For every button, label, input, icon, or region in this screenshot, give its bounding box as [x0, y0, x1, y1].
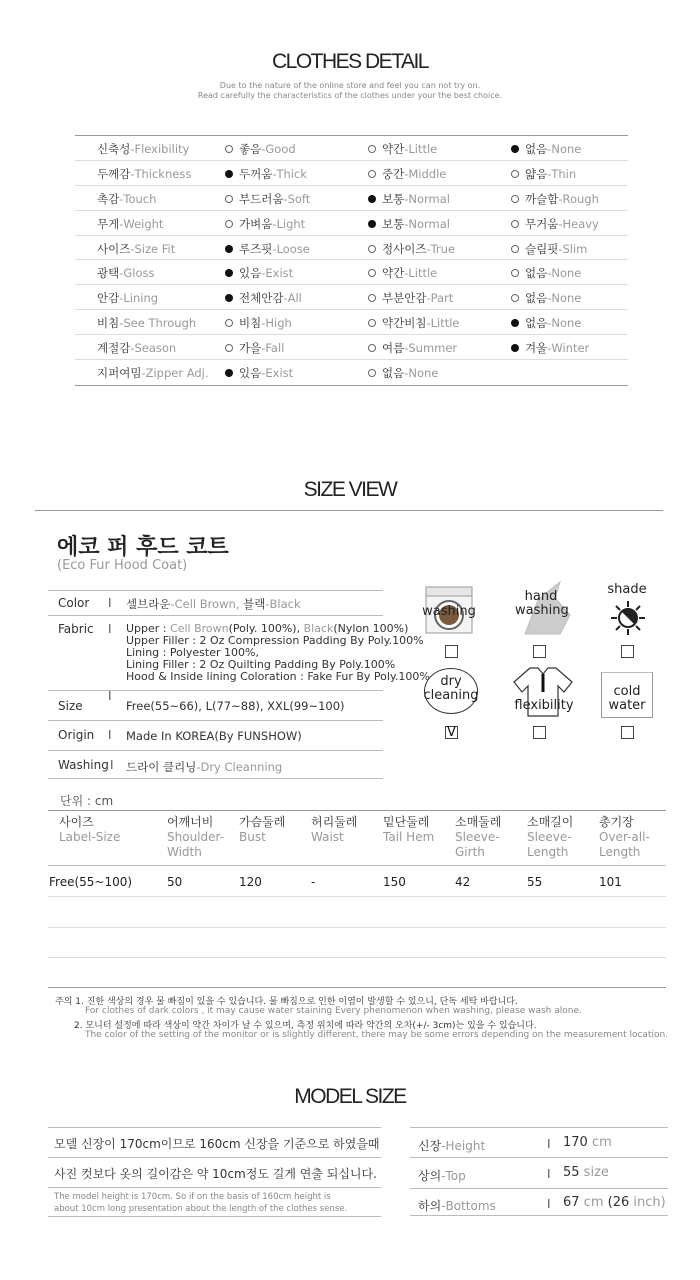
divider [48, 987, 666, 988]
detail-option: 없음-None [511, 290, 581, 306]
empty-dot-icon [368, 344, 376, 352]
shade-checkbox[interactable] [621, 645, 634, 658]
detail-option: 까슬함-Rough [511, 191, 599, 207]
size-table-cell: - [311, 875, 316, 889]
model-size-label: 신장-Height [418, 1139, 486, 1153]
empty-dot-icon [368, 294, 376, 302]
filled-dot-icon [511, 145, 519, 153]
separator: I [108, 689, 112, 703]
detail-option: 정사이즈-True [368, 241, 455, 257]
clothes-detail-title: CLOTHES DETAIL [272, 50, 428, 73]
detail-row [75, 285, 628, 310]
washing-label: washing [422, 604, 476, 619]
separator: I [547, 1167, 551, 1181]
empty-dot-icon [225, 145, 233, 153]
size-value: Free(55~66), L(77~88), XXL(99~100) [126, 699, 345, 713]
separator: I [547, 1197, 551, 1211]
detail-option: 겨울-Winter [511, 340, 589, 356]
detail-row [75, 186, 628, 211]
detail-option: 루즈핏-Loose [225, 241, 310, 257]
shade-sun-icon [610, 600, 646, 636]
cold-water-label: cold water [608, 684, 646, 713]
unit-label: 단위 : cm [60, 794, 114, 808]
detail-row [75, 236, 628, 261]
filled-dot-icon [225, 269, 233, 277]
model-size-value: 55 size [563, 1165, 609, 1180]
detail-option: 가을-Fall [225, 340, 284, 356]
size-row [48, 691, 383, 721]
filled-dot-icon [511, 319, 519, 327]
size-table-header-cell: 허리둘레 Waist [311, 815, 358, 844]
model-note-en: The model height is 170cm. So if on the basis of 160cm height is about 10cm long presentation about the length of the clothes sense. [54, 1192, 348, 1214]
flexibility-checkbox[interactable] [533, 726, 546, 739]
divider [35, 510, 663, 511]
empty-dot-icon [368, 145, 376, 153]
separator: I [108, 596, 112, 610]
size-table-header-cell: 사이즈 Label-Size [59, 815, 121, 844]
detail-option: 부분안감-Part [368, 290, 453, 306]
detail-label: 비침-See Through [97, 316, 197, 331]
size-table-cell: 120 [239, 875, 262, 889]
origin-label: Origin [58, 728, 95, 742]
empty-dot-icon [225, 220, 233, 228]
detail-option: 없음-None [511, 315, 581, 331]
detail-label: 신축성-Flexibility [97, 142, 190, 156]
filled-dot-icon [225, 369, 233, 377]
detail-option: 좋음-Good [225, 141, 296, 157]
color-label: Color [58, 596, 90, 610]
divider [48, 957, 666, 958]
separator: I [547, 1137, 551, 1151]
size-table-cell: 55 [527, 875, 543, 889]
separator: I [110, 758, 114, 772]
empty-dot-icon [368, 170, 376, 178]
product-name-en: (Eco Fur Hood Coat) [57, 558, 188, 573]
size-table-cell: 150 [383, 875, 406, 889]
model-note-row-2: 사진 컷보다 옷의 길이감은 약 10cm정도 길게 연출 되십니다. [48, 1158, 381, 1188]
model-size-value: 67 cm (26 inch) [563, 1195, 666, 1210]
detail-row [75, 211, 628, 236]
fabric-label: Fabric [58, 622, 94, 636]
note-1: 주의 1. 진한 색상의 경우 물 빠짐이 있을 수 있습니다. 물 빠짐으로 인한 이염이 발생할 수 있으니, 단독 세탁 바랍니다. [55, 997, 518, 1007]
empty-dot-icon [368, 245, 376, 253]
separator: I [108, 622, 112, 636]
hand-washing-checkbox[interactable] [533, 645, 546, 658]
flexibility-label: flexibility [514, 698, 574, 713]
washing-label: Washing [58, 758, 109, 772]
detail-row [75, 260, 628, 285]
model-note-row-1: 모델 신장이 170cm이므로 160cm 신장을 기준으로 하였을때 [48, 1127, 381, 1158]
detail-option: 여름-Summer [368, 340, 457, 356]
model-size-label: 상의-Top [418, 1169, 466, 1183]
product-name: 에코 퍼 후드 코트 [57, 535, 229, 560]
empty-dot-icon [511, 170, 519, 178]
size-table-header-cell: 총기장 Over-all- Length [599, 815, 650, 859]
empty-dot-icon [225, 344, 233, 352]
size-table-header-cell: 소매길이 Sleeve- Length [527, 815, 574, 859]
detail-option: 전체안감-All [225, 290, 302, 306]
detail-option: 슬림핏-Slim [511, 241, 587, 257]
detail-label: 무게-Weight [97, 216, 164, 231]
empty-dot-icon [225, 319, 233, 327]
detail-option: 보통-Normal [368, 216, 450, 232]
note-2: 2. 모니터 설정에 따라 색상이 약간 차이가 날 수 있으며, 측정 위치에 따라 약간의 오차(+/- 3cm)는 있을 수 있습니다. [74, 1021, 537, 1031]
note-1-en: For clothes of dark colors , it may cause water staining Every phenomenon when washing, please wash alone. [85, 1006, 582, 1016]
dry-cleaning-label: dry cleaning [423, 674, 479, 703]
detail-label: 촉감-Touch [97, 191, 157, 206]
detail-option: 약간비침-Little [368, 315, 459, 331]
detail-option: 약간-Little [368, 141, 437, 157]
clothes-detail-table [75, 135, 628, 386]
size-table-header-cell: 소매둘레 Sleeve- Girth [455, 815, 502, 859]
size-label: Size [58, 699, 83, 713]
model-size-value: 170 cm [563, 1135, 612, 1150]
detail-option: 있음-Exist [225, 365, 293, 381]
empty-dot-icon [511, 245, 519, 253]
detail-row [75, 136, 628, 161]
size-table-cell: 50 [167, 875, 183, 889]
dry-cleaning-checkbox[interactable]: V [445, 726, 458, 739]
detail-row [75, 161, 628, 186]
detail-option: 가벼움-Light [225, 216, 305, 232]
clothes-detail-subtitle-1: Due to the nature of the online store and feel you can not try on. [219, 81, 481, 90]
model-size-row [410, 1188, 668, 1216]
detail-option: 부드러움-Soft [225, 191, 310, 207]
model-size-row [410, 1127, 668, 1158]
hand-washing-label: hand washing [515, 589, 569, 618]
size-table-cell: Free(55~100) [49, 875, 133, 889]
origin-value: Made In KOREA(By FUNSHOW) [126, 729, 302, 743]
filled-dot-icon [225, 170, 233, 178]
detail-row [75, 335, 628, 360]
detail-option: 중간-Middle [368, 166, 446, 182]
filled-dot-icon [368, 220, 376, 228]
empty-dot-icon [511, 195, 519, 203]
size-table-header-cell: 밑단둘레 Tail Hem [383, 815, 435, 844]
size-table-cell: 101 [599, 875, 622, 889]
empty-dot-icon [368, 269, 376, 277]
detail-label: 광택-Gloss [97, 266, 155, 281]
divider [48, 810, 666, 811]
divider [48, 1216, 381, 1217]
washing-checkbox[interactable] [445, 645, 458, 658]
color-row [48, 590, 383, 616]
empty-dot-icon [511, 294, 519, 302]
detail-row [75, 310, 628, 335]
detail-row [75, 360, 628, 385]
empty-dot-icon [368, 319, 376, 327]
detail-option: 있음-Exist [225, 265, 293, 281]
size-view-title: SIZE VIEW [303, 478, 397, 501]
detail-label: 계절감-Season [97, 341, 177, 356]
detail-option: 보통-Normal [368, 191, 450, 207]
model-size-row [410, 1158, 668, 1189]
filled-dot-icon [225, 245, 233, 253]
detail-option: 약간-Little [368, 265, 437, 281]
size-table-header-cell: 가슴둘레 Bust [239, 815, 286, 844]
empty-dot-icon [368, 369, 376, 377]
washing-value: 드라이 클리닝-Dry Cleanning [126, 760, 283, 774]
detail-label: 사이즈-Size Fit [97, 241, 176, 256]
detail-option: 비침-High [225, 315, 292, 331]
empty-dot-icon [225, 195, 233, 203]
filled-dot-icon [511, 344, 519, 352]
shade-label: shade [607, 582, 647, 597]
fabric-value: Upper : Cell Brown(Poly. 100%), Black(Nylon 100%) Upper Filler : 2 Oz Compression Padding By Poly.100% Lining : Polyester 100%, Lining Filler : 2 Oz Quilting Padding By Poly.100% Hood & Inside lining Coloration : Fake Fur By Poly.100% [126, 622, 430, 683]
detail-option: 얇음-Thin [511, 166, 576, 182]
detail-option: 두꺼움-Thick [225, 166, 307, 182]
detail-option: 없음-None [368, 365, 438, 381]
washing-row [48, 751, 383, 779]
divider [48, 865, 666, 866]
filled-dot-icon [368, 195, 376, 203]
note-2-en: The color of the setting of the monitor or is slightly different, there may be some errors depending on the measurement location. [85, 1030, 669, 1040]
detail-option: 없음-None [511, 141, 581, 157]
filled-dot-icon [225, 294, 233, 302]
divider [48, 927, 666, 928]
detail-label: 안감-Lining [97, 291, 159, 306]
separator: I [108, 728, 112, 742]
detail-option: 없음-None [511, 265, 581, 281]
model-size-title: MODEL SIZE [294, 1085, 406, 1108]
empty-dot-icon [511, 220, 519, 228]
detail-option: 무거움-Heavy [511, 216, 599, 232]
empty-dot-icon [511, 269, 519, 277]
cold-water-checkbox[interactable] [621, 726, 634, 739]
color-value: 셀브라운-Cell Brown, 블랙-Black [126, 597, 301, 611]
origin-row [48, 721, 383, 751]
detail-label: 두께감-Thickness [97, 166, 192, 181]
model-size-label: 하의-Bottoms [418, 1199, 496, 1213]
detail-label: 지퍼여밈-Zipper Adj. [97, 366, 209, 381]
divider [48, 896, 666, 897]
size-table-header-cell: 어깨너비 Shoulder- Width [167, 815, 224, 859]
size-table-cell: 42 [455, 875, 471, 889]
clothes-detail-subtitle-2: Read carefully the characteristics of the clothes under your the best choice. [197, 91, 503, 100]
